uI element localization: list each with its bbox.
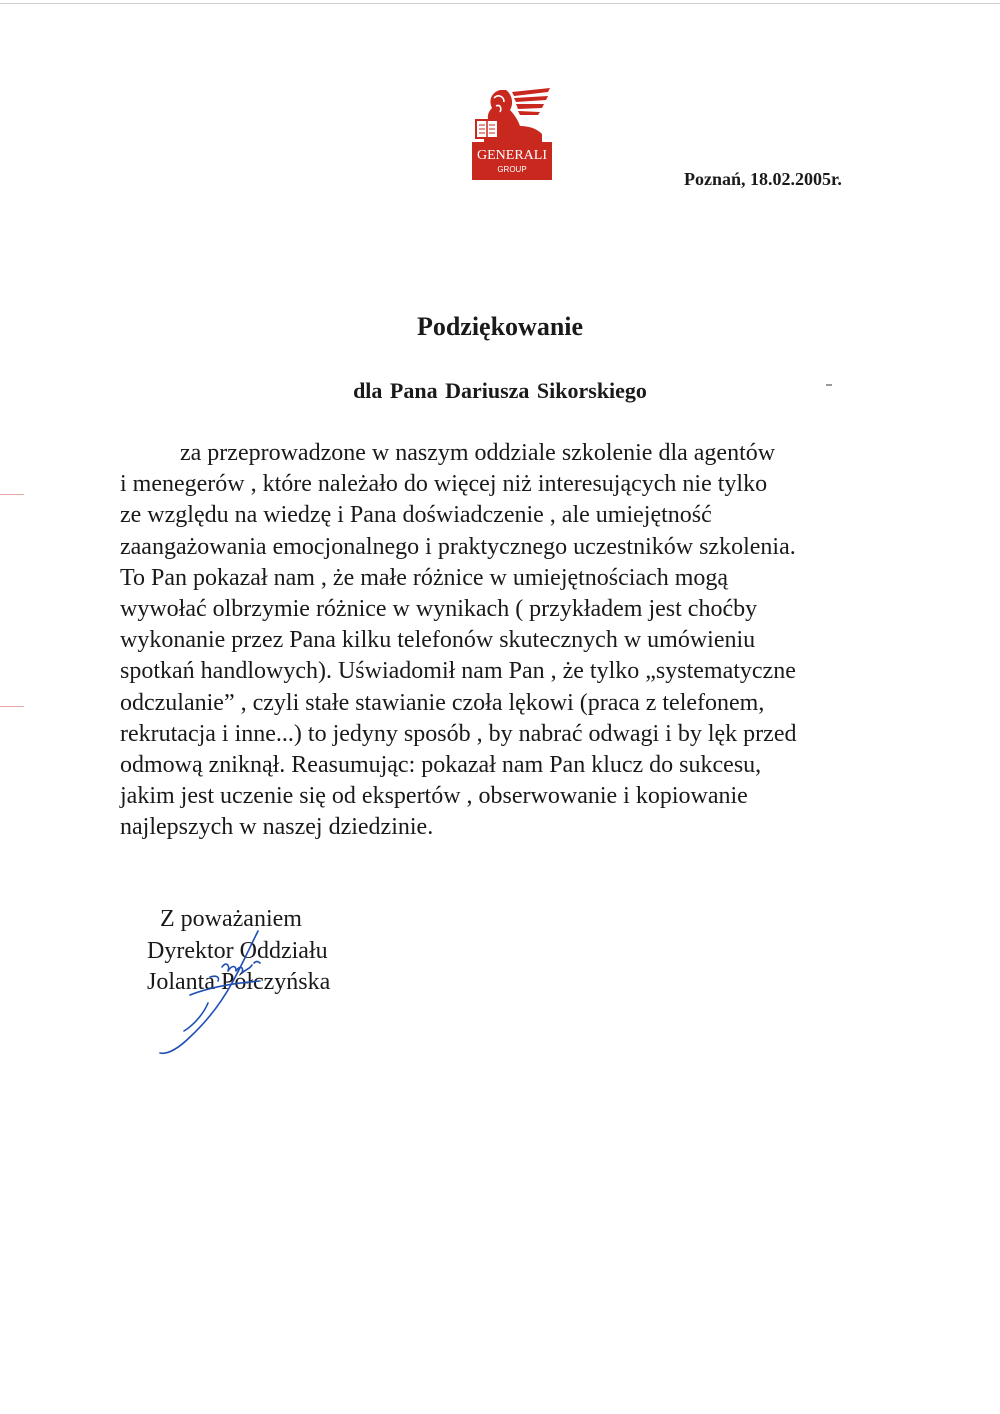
letter-title: Podziękowanie	[416, 312, 584, 341]
letter-addressee: dla Pana Dariusza Sikorskiego	[353, 378, 647, 403]
scan-margin-mark	[0, 706, 24, 707]
closing-position: Dyrektor Oddziału	[147, 937, 328, 964]
letter-date: Poznań, 18.02.2005r.	[684, 169, 842, 189]
body-line: ze względu na wiedzę i Pana doświadczenie , ale umiejętność	[120, 502, 712, 529]
scan-margin-mark	[0, 494, 24, 495]
logo-subtitle: GROUP	[497, 165, 527, 174]
closing-salutation: Z poważaniem	[160, 906, 302, 932]
body-line: wywołać olbrzymie różnice w wynikach ( przykładem jest choćby	[120, 596, 758, 623]
body-line: spotkań handlowych). Uświadomił nam Pan , że tylko „systematyczne	[120, 658, 796, 685]
logo-wordmark: GENERALI	[477, 148, 547, 163]
generali-logo	[470, 84, 554, 180]
body-line: jakim jest uczenie się od ekspertów , obserwowanie i kopiowanie	[120, 783, 748, 810]
body-line: za przeprowadzone w naszym oddziale szkolenie dla agentów	[180, 440, 776, 466]
body-line: odczulanie” , czyli stałe stawianie czoła lękowi (praca z telefonem,	[120, 689, 765, 716]
body-line: To Pan pokazał nam , że małe różnice w umiejętnościach mogą	[120, 564, 729, 591]
body-line: i menegerów , które należało do więcej niż interesujących nie tylko	[120, 471, 768, 498]
handwritten-signature	[150, 925, 280, 1060]
letter-body	[120, 438, 910, 844]
body-line: wykonanie przez Pana kilku telefonów skutecznych w umówieniu	[120, 627, 756, 654]
signature-ink-icon	[150, 925, 280, 1060]
body-line: rekrutacja i inne...) to jedyny sposób , by nabrać odwagi i by lęk przed	[120, 720, 797, 747]
closing-name: Jolanta Półczyńska	[147, 969, 331, 995]
scan-edge-line	[0, 3, 1000, 4]
body-line: odmową zniknął. Reasumując: pokazał nam Pan klucz do sukcesu,	[120, 752, 762, 779]
body-line: zaangażowania emocjonalnego i praktycznego uczestników szkolenia.	[120, 533, 796, 560]
body-line: najlepszych w naszej dziedzinie.	[120, 814, 434, 841]
